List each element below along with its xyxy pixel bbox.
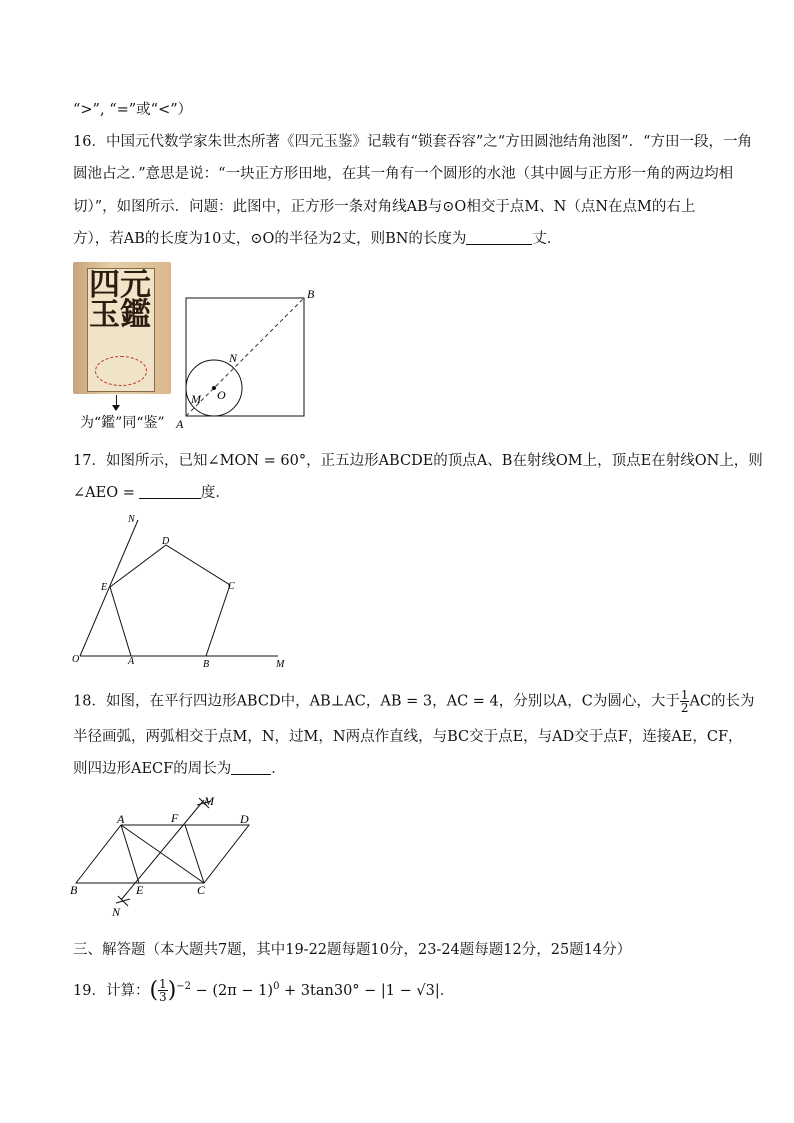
q18-label-C: C (197, 883, 206, 897)
q18-frac-num: 1 (680, 688, 689, 702)
q19-rest-2: + 3tan30° − |1 − √3|． (279, 982, 455, 999)
top-line: “>”, “=”或“<”） (73, 102, 193, 118)
q16-diagram (170, 285, 340, 435)
q16-label-A: A (176, 417, 184, 431)
q17-diagram (66, 510, 296, 670)
q18-line-1-text: 18．如图，在平行四边形ABCD中，AB⊥AC，AB = 3，AC = 4，分别以A，C为圆心，大于 (73, 693, 680, 710)
q16-answer-blank (466, 230, 532, 245)
q17-label-M: M (276, 659, 285, 670)
book-caption: 为“鑑”同“鉴” (80, 415, 165, 431)
q16-label-N: N (229, 351, 238, 365)
q17-label-N: N (128, 514, 135, 525)
q16-label-M: M (191, 392, 201, 406)
q18-frac-den: 2 (680, 701, 689, 715)
q17-label-A: A (128, 656, 135, 667)
book-cover-image (73, 262, 171, 394)
q18-label-E: E (136, 883, 144, 897)
q19-frac-num: 1 (159, 977, 167, 992)
q17-line-2 (73, 483, 230, 503)
q18-line-1-end: AC的长为 (689, 693, 755, 710)
q16-line-1: 16．中国元代数学家朱世杰所著《四元玉鉴》记载有“锁套吞容”之“方田圆池结角池图”．“方田一段，一角 (73, 134, 753, 150)
q19-frac-den: 3 (159, 990, 167, 1005)
q18-line-2: 半径画弧，两弧相交于点M，N，过M，N两点作直线，与BC交于点E，与AD交于点F，连接AE，CF， (73, 729, 743, 745)
q19-exp0: 0 (273, 981, 280, 992)
q16-label-O: O (217, 388, 226, 402)
q19-prefix: 19．计算： (73, 982, 150, 999)
q18-answer-blank (231, 760, 271, 775)
q19-fraction (158, 978, 168, 1003)
q18-label-F: F (171, 811, 179, 825)
q18-line-1 (73, 689, 755, 714)
q18-line-3-text: 则四边形AECF的周长为 (73, 761, 232, 777)
q17-line-2-end: 度． (200, 485, 230, 501)
book-title: 四元玉鑑 (89, 267, 151, 333)
q18-label-B: B (70, 883, 78, 897)
q18-line-3 (73, 759, 286, 779)
q16-line-3: 切）”，如图所示．问题：此图中，正方形一条对角线AB与⊙O相交于点M、N（点N在点M的右上 (73, 199, 696, 215)
q18-label-M: M (204, 794, 214, 808)
q19-exp: −2 (176, 981, 192, 992)
q19-line: 19．计算：( $\frac{1}{3}$ )$^{-2} - (2\pi - 1)^0 + 3\tan 30^\circ - |1 - √3|$． (73, 977, 455, 1005)
q17-label-D: D (162, 536, 170, 547)
q18-label-D: D (240, 812, 249, 826)
q17-label-O: O (72, 654, 80, 665)
section-3-heading: 三、解答题（本大题共7题，其中19-22题每题10分，23-24题每题12分，25题14分） (73, 942, 632, 958)
q16-line-4 (73, 229, 561, 249)
q18-diagram (64, 790, 264, 920)
q16-line-4-text: 方），若AB的长度为10丈，⊙O的半径为2丈，则BN的长度为 (73, 231, 467, 247)
q18-label-A: A (117, 812, 125, 826)
q16-label-B: B (307, 287, 315, 301)
q18-line-3-end: ． (271, 761, 286, 777)
q17-line-2-text: ∠AEO = (73, 485, 135, 501)
q16-line-2: 圆池占之．”意思是说：“一块正方形田地，在其一角有一个圆形的水池（其中圆与正方形一角的两边均相 (73, 166, 734, 182)
q16-line-4-end: 丈． (532, 231, 562, 247)
q17-label-E: E (101, 582, 108, 593)
q17-label-C: C (228, 581, 235, 592)
q17-answer-blank (139, 484, 201, 499)
q17-line-1: 17．如图所示，已知∠MON = 60°，正五边形ABCDE的顶点A、B在射线OM上，顶点E在射线ON上，则 (73, 453, 763, 469)
book-arrow-head (112, 405, 120, 411)
q18-label-N: N (112, 905, 121, 919)
q19-rest-1: − (2π − 1) (191, 982, 274, 999)
q17-label-B: B (203, 659, 210, 670)
